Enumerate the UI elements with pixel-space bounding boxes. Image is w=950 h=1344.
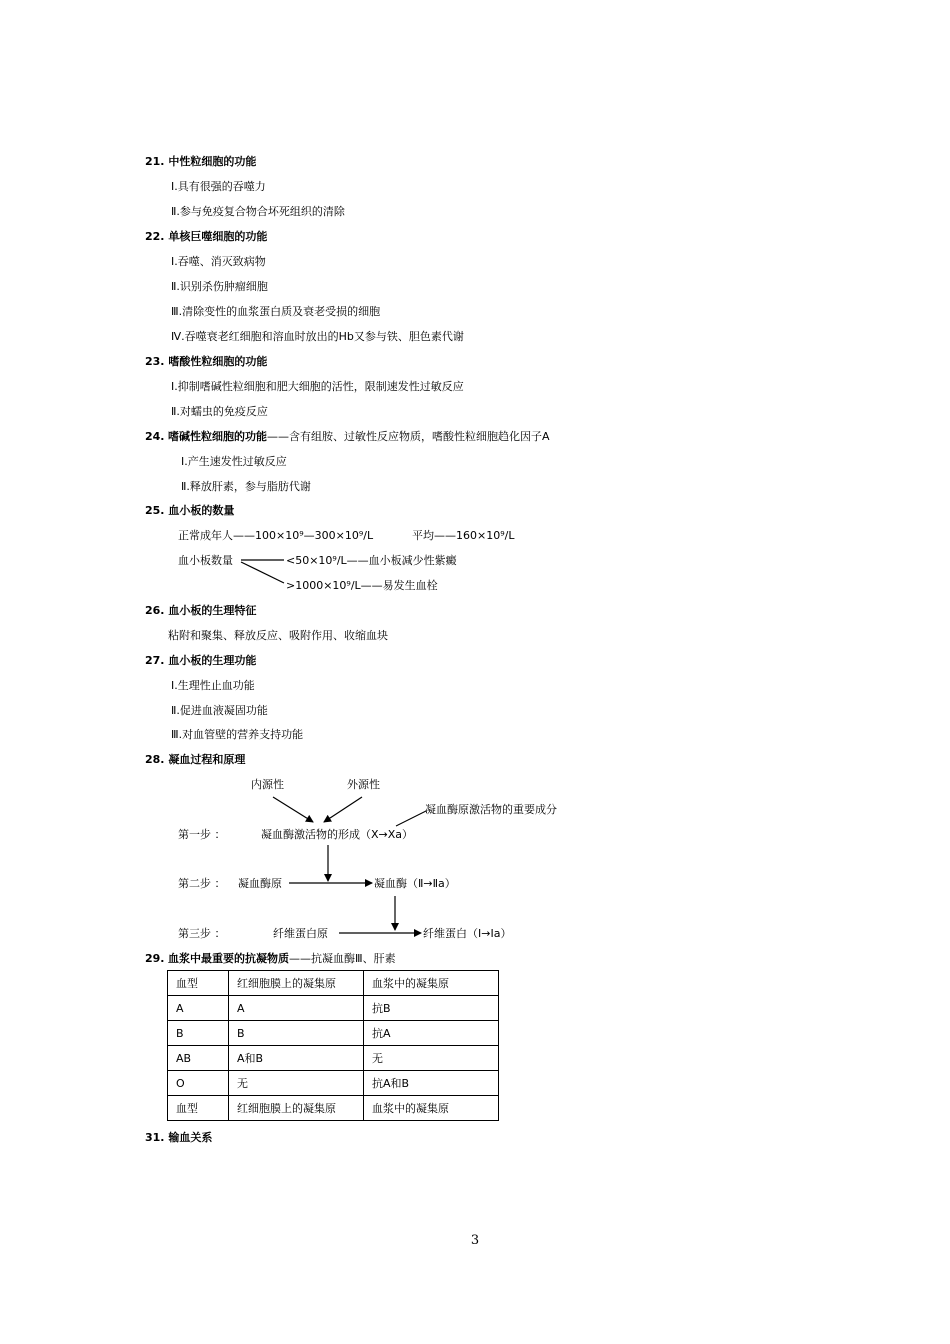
intrinsic-label: 内源性 <box>251 778 284 791</box>
list-item: Ⅰ.生理性止血功能 <box>171 679 255 692</box>
table-cell: AB <box>168 1046 229 1071</box>
fibrin-label: 纤维蛋白（Ⅰ→Ⅰa） <box>423 927 512 940</box>
table-cell: 抗B <box>364 996 499 1021</box>
list-item: Ⅱ.参与免疫复合物合坏死组织的清除 <box>171 205 345 218</box>
section-number: 21. <box>145 155 165 168</box>
list-item: Ⅳ.吞噬衰老红细胞和溶血时放出的Hb又参与铁、胆色素代谢 <box>171 330 464 343</box>
intrinsic-arrow <box>273 797 313 822</box>
fibrinogen-label: 纤维蛋白原 <box>273 927 328 940</box>
list-item: Ⅱ.释放肝素，参与脂肪代谢 <box>181 480 311 493</box>
high-count: >1000×10⁹/L——易发生血栓 <box>286 579 438 592</box>
section-title: 嗜酸性粒细胞的功能 <box>168 355 268 368</box>
table-cell: A和B <box>229 1046 364 1071</box>
section-number: 24. <box>145 430 165 443</box>
list-item: Ⅲ.清除变性的血浆蛋白质及衰老受损的细胞 <box>171 305 381 318</box>
thrombin-label: 凝血酶（Ⅱ→Ⅱa） <box>374 877 456 890</box>
page-number: 3 <box>470 1233 480 1248</box>
section-number: 22. <box>145 230 165 243</box>
section-title: 血小板的数量 <box>168 504 235 517</box>
list-item: Ⅰ.吞噬、消灭致病物 <box>171 255 266 268</box>
section-title: 血浆中最重要的抗凝物质 <box>168 952 289 965</box>
section-title: 输血关系 <box>168 1131 213 1144</box>
section-number: 26. <box>145 604 165 617</box>
table-cell: 血型 <box>168 1096 229 1121</box>
section-number: 25. <box>145 504 165 517</box>
list-item: Ⅱ.促进血液凝固功能 <box>171 704 268 717</box>
section-number: 29. <box>145 952 165 965</box>
table-cell: 无 <box>364 1046 499 1071</box>
list-item: Ⅱ.对蠕虫的免疫反应 <box>171 405 268 418</box>
table-cell: A <box>229 996 364 1021</box>
extrinsic-arrow <box>324 797 362 822</box>
section-title: 嗜碱性粒细胞的功能 <box>168 430 267 443</box>
low-count: <50×10⁹/L——血小板减少性紫癜 <box>286 554 457 567</box>
section-title: 血小板的生理特征 <box>168 604 257 617</box>
table-cell: 血浆中的凝集原 <box>364 971 499 996</box>
table-cell: 红细胞膜上的凝集原 <box>229 971 364 996</box>
section-note: ——含有组胺、过敏性反应物质，嗜酸性粒细胞趋化因子A <box>267 430 550 443</box>
table-cell: 血浆中的凝集原 <box>364 1096 499 1121</box>
list-item: Ⅱ.识别杀伤肿瘤细胞 <box>171 280 268 293</box>
section-title: 血小板的生理功能 <box>168 654 257 667</box>
section-number: 28. <box>145 753 165 766</box>
section-number: 31. <box>145 1131 165 1144</box>
step1-text: 凝血酶激活物的形成（X→Xa） <box>261 828 414 841</box>
activator-note: 凝血酶原激活物的重要成分 <box>425 803 557 816</box>
prothrombin-label: 凝血酶原 <box>238 877 282 890</box>
step2-label: 第二步 ： <box>178 877 226 890</box>
list-item: Ⅲ.对血管壁的营养支持功能 <box>171 728 304 741</box>
note-pointer-line <box>396 811 426 826</box>
step3-label: 第三步 ： <box>178 927 226 940</box>
branch-line-high <box>241 562 284 583</box>
list-item: Ⅰ.产生速发性过敏反应 <box>181 455 287 468</box>
section-title: 中性粒细胞的功能 <box>168 155 257 168</box>
average-count: 平均——160×10⁹/L <box>412 529 515 542</box>
table-cell: 抗A和B <box>364 1071 499 1096</box>
list-item: Ⅰ.具有很强的吞噬力 <box>171 180 266 193</box>
table-cell: 抗A <box>364 1021 499 1046</box>
section-title: 单核巨噬细胞的功能 <box>168 230 268 243</box>
table-cell: 无 <box>229 1071 364 1096</box>
table-cell: A <box>168 996 229 1021</box>
section-number: 23. <box>145 355 165 368</box>
extrinsic-label: 外源性 <box>347 778 380 791</box>
table-cell: O <box>168 1071 229 1096</box>
table-cell: B <box>229 1021 364 1046</box>
table-cell: 红细胞膜上的凝集原 <box>229 1096 364 1121</box>
section-number: 27. <box>145 654 165 667</box>
paragraph: 粘附和聚集、释放反应、吸附作用、收缩血块 <box>168 629 388 642</box>
platelet-count-label: 血小板数量 <box>178 554 233 567</box>
table-cell: B <box>168 1021 229 1046</box>
section-title: 凝血过程和原理 <box>168 753 246 766</box>
list-item: Ⅰ.抑制嗜碱性粒细胞和肥大细胞的活性，限制速发性过敏反应 <box>171 380 464 393</box>
table-cell: 血型 <box>168 971 229 996</box>
normal-count: 正常成年人——100×10⁹—300×10⁹/L <box>178 529 374 542</box>
section-note: ——抗凝血酶Ⅲ、肝素 <box>289 952 396 965</box>
step1-label: 第一步 ： <box>178 828 226 841</box>
